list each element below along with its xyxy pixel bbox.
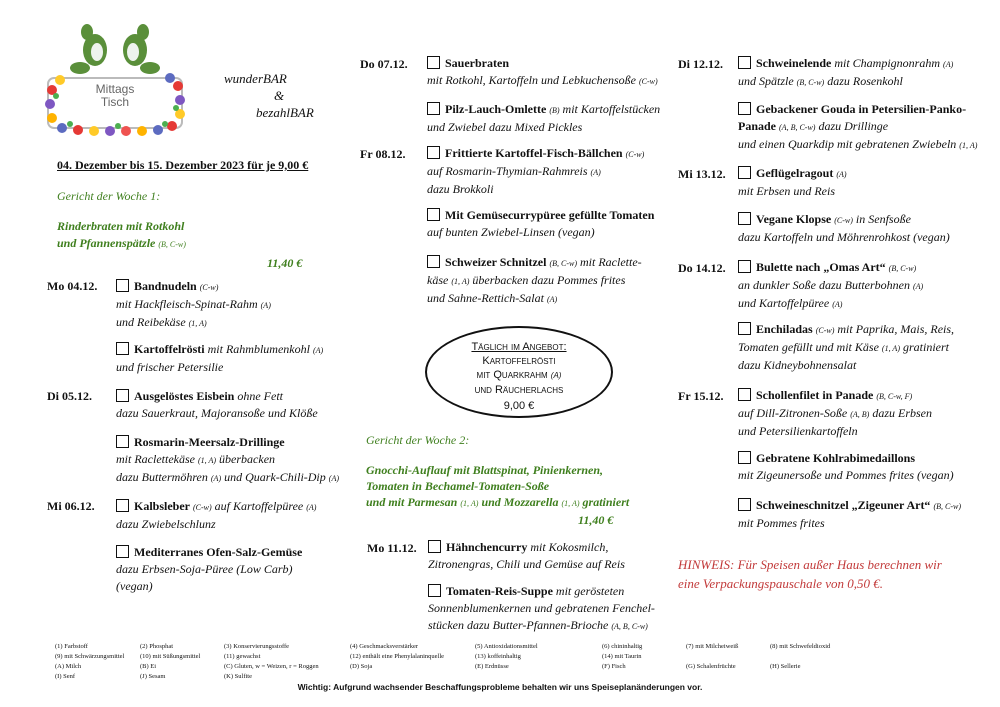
dish-schweizer-schnitzel: Schweizer Schnitzel (B, C-w) mit Raclette- käse (1, A) überbacken dazu Pommes frites und Sahne-Rettich-Salat (A): [427, 255, 642, 305]
dish-tomaten-reis-suppe: Tomaten-Reis-Suppe mit gerösteten Sonnenblumenkernen und gebratenen Fenchel- stücken dazu Butter-Pfannen-Brioche (A, B, C-w): [428, 584, 655, 632]
dish-bulette: Bulette nach „Omas Art“ (B, C-w) an dunkler Soße dazu Butterbohnen (A) und Kartoffelpüree (A): [738, 260, 924, 310]
week-1-price: 11,40 €: [267, 256, 303, 270]
dish-drillinge: Rosmarin-Meersalz-Drillinge mit Raclettekäse (1, A) überbacken dazu Buttermöhren (A) und Quark-Chili-Dip (A): [116, 435, 339, 484]
slogan-line-2: &: [274, 88, 285, 103]
hint-line-2: eine Verpackungspauschale von 0,50 €.: [678, 576, 884, 591]
logo-text-tisch: Tisch: [100, 95, 130, 109]
day-di-12: Di 12.12.: [678, 57, 723, 71]
dish-eisbein: Ausgelöstes Eisbein ohne Fett dazu Sauerkraut, Majoransoße und Klöße: [116, 389, 318, 420]
daily-line-4: und Räucherlachs: [474, 384, 564, 396]
dish-schweineschnitzel: Schweineschnitzel „Zigeuner Art“ (B, C-w) mit Pommes frites: [738, 498, 961, 530]
week-1-label: Gericht der Woche 1:: [57, 189, 161, 203]
week-2-price: 11,40 €: [578, 513, 614, 527]
slogan-line-1: wunderBAR: [224, 71, 287, 86]
week-1-allergens: (B, C-w): [158, 240, 186, 249]
checkbox[interactable]: [427, 102, 440, 115]
week-2-line-2: Tomaten in Bechamel-Tomaten-Soße: [366, 479, 550, 493]
daily-price: 9,00 €: [503, 400, 535, 412]
legend-col-2: (2) Phosphat (10) mit Süßungsmittel (B) Ei (J) Sesam: [140, 643, 201, 680]
checkbox[interactable]: [116, 279, 129, 292]
footer-note: Wichtig: Aufgrund wachsender Beschaffungsprobleme behalten wir uns Speiseplanänderungen vor.: [297, 682, 703, 692]
logo-text-mittags: Mittags: [95, 82, 135, 96]
dish-schollenfilet: Schollenfilet in Panade (B, C-w, F) auf Dill-Zitronen-Soße (A, B) dazu Erbsen und Petersilienkartoffeln: [738, 388, 932, 438]
week-1-line-1: Rinderbraten mit Rotkohl: [57, 219, 185, 233]
legend-col-7: (7) mit Milcheiweiß (G) Schalenfrüchte: [686, 643, 739, 670]
checkbox[interactable]: [116, 389, 129, 402]
day-do-07: Do 07.12.: [360, 57, 408, 71]
daily-line-3: mit Quarkrahm: [476, 369, 548, 381]
week-2-line-3b: und Mozzarella: [481, 495, 559, 509]
day-fr-08: Fr 08.12.: [360, 147, 406, 161]
week-2-allergen-a: (1, A): [460, 499, 479, 508]
checkbox[interactable]: [738, 166, 751, 179]
dish-kohlrabimedaillons: Gebratene Kohlrabimedaillons mit Zigeunersoße und Pommes frites (vegan): [738, 451, 954, 482]
day-di-05: Di 05.12.: [47, 389, 92, 403]
dish-schweinelende: Schweinelende mit Champignonrahm (A) und Spätzle (B, C-w) dazu Rosenkohl: [738, 56, 954, 88]
checkbox[interactable]: [116, 499, 129, 512]
checkbox[interactable]: [116, 545, 129, 558]
week-2-line-3a: und mit Parmesan: [366, 495, 458, 509]
checkbox[interactable]: [427, 255, 440, 268]
day-mi-13: Mi 13.12.: [678, 167, 726, 181]
day-fr-15: Fr 15.12.: [678, 389, 724, 403]
logo: [40, 20, 190, 138]
daily-allergens: (A): [550, 371, 562, 380]
dish-sauerbraten: Sauerbraten mit Rotkohl, Kartoffeln und Lebkuchensoße (C-w): [427, 56, 658, 87]
day-mo-04: Mo 04.12.: [47, 279, 98, 293]
checkbox[interactable]: [116, 435, 129, 448]
checkbox[interactable]: [738, 212, 751, 225]
checkbox[interactable]: [427, 208, 440, 221]
dish-kalbsleber: Kalbsleber (C-w) auf Kartoffelpüree (A) dazu Zwiebelschlunz: [116, 499, 317, 531]
checkbox[interactable]: [738, 260, 751, 273]
slogan-line-3: bezahlBAR: [256, 105, 314, 120]
takeaway-hint: [678, 555, 942, 593]
legend-col-3: (3) Konservierungsstoffe (11) gewachst (C) Gluten, w = Weizen, r = Roggen (K) Sulfite: [224, 643, 319, 680]
checkbox[interactable]: [427, 146, 440, 159]
checkbox[interactable]: [116, 342, 129, 355]
week-1-dish: [57, 188, 302, 272]
daily-title: Täglich im Angebot:: [471, 341, 567, 353]
day-mi-06: Mi 06.12.: [47, 499, 95, 513]
legend-col-5: (5) Antioxidationsmittel (13) koffeinhaltig (E) Erdnüsse: [475, 643, 538, 670]
daily-line-2: Kartoffelrösti: [482, 355, 556, 367]
checkbox[interactable]: [428, 584, 441, 597]
dish-enchiladas: Enchiladas (C-w) mit Paprika, Mais, Reis, Tomaten gefüllt und mit Käse (1, A) gratiniert dazu Kidneybohnensalat: [738, 322, 955, 372]
checkbox[interactable]: [738, 388, 751, 401]
dish-kartoffelroesti: Kartoffelrösti mit Rahmblumenkohl (A) und frischer Petersilie: [116, 342, 324, 374]
week-2-dish: [366, 432, 629, 528]
week-2-line-3c: gratiniert: [582, 495, 630, 509]
week-2-allergen-b: (1, A): [561, 499, 580, 508]
week-2-label: Gericht der Woche 2:: [366, 433, 470, 447]
checkbox[interactable]: [427, 56, 440, 69]
dish-vegane-klopse: Vegane Klopse (C-w) in Senfsoße dazu Kartoffeln und Möhrenrohkost (vegan): [738, 212, 950, 244]
checkbox[interactable]: [738, 56, 751, 69]
logo-illustration: [40, 20, 190, 138]
daily-offer: [425, 326, 613, 418]
dish-fisch-baellchen: Frittierte Kartoffel-Fisch-Bällchen (C-w) auf Rosmarin-Thymian-Rahmreis (A) dazu Brokkoli: [427, 146, 645, 196]
dish-omlette: Pilz-Lauch-Omlette (B) mit Kartoffelstücken und Zwiebel dazu Mixed Pickles: [427, 102, 661, 134]
menu-period: 04. Dezember bis 15. Dezember 2023 für je 9,00 €: [57, 158, 309, 172]
checkbox[interactable]: [738, 498, 751, 511]
week-1-line-2: und Pfannenspätzle: [57, 236, 156, 250]
legend-col-1: (1) Farbstoff (9) mit Schwärzungsmittel (A) Milch (I) Senf: [55, 643, 125, 680]
legend-col-8: (8) mit Schwefeldioxid (H) Sellerie: [770, 643, 831, 670]
week-2-line-1: Gnocchi-Auflauf mit Blattspinat, Pinienkernen,: [366, 463, 604, 477]
legend-col-4: (4) Geschmacksverstärker (12) enthält eine Phenylalaninquelle (D) Soja: [350, 643, 445, 670]
day-do-14: Do 14.12.: [678, 261, 726, 275]
dish-gouda: Gebackener Gouda in Petersilien-Panko- Panade (A, B, C-w) dazu Drillinge und einen Quarkdip mit gebratenen Zwiebeln (1, A): [738, 102, 978, 151]
checkbox[interactable]: [738, 102, 751, 115]
slogan: [224, 70, 334, 121]
day-mo-11: Mo 11.12.: [367, 541, 417, 555]
hint-line-1: HINWEIS: Für Speisen außer Haus berechnen wir: [678, 557, 942, 572]
checkbox[interactable]: [738, 322, 751, 335]
dish-bandnudeln: Bandnudeln (C-w) mit Hackfleisch-Spinat-Rahm (A) und Reibekäse (1, A): [116, 279, 271, 329]
dish-gefluegelragout: Geflügelragout (A) mit Erbsen und Reis: [738, 166, 847, 198]
dish-haehnchencurry: Hähnchencurry mit Kokosmilch, Zitronengras, Chili und Gemüse auf Reis: [428, 540, 625, 571]
dish-gefuellte-tomaten: Mit Gemüsecurrypüree gefüllte Tomaten auf bunten Zwiebel-Linsen (vegan): [427, 208, 655, 239]
dish-ofen-gemuese: Mediterranes Ofen-Salz-Gemüse dazu Erbsen-Soja-Püree (Low Carb) (vegan): [116, 545, 303, 593]
legend-col-6: (6) chininhaltig (14) mit Taurin (F) Fisch: [602, 643, 643, 670]
checkbox[interactable]: [428, 540, 441, 553]
checkbox[interactable]: [738, 451, 751, 464]
